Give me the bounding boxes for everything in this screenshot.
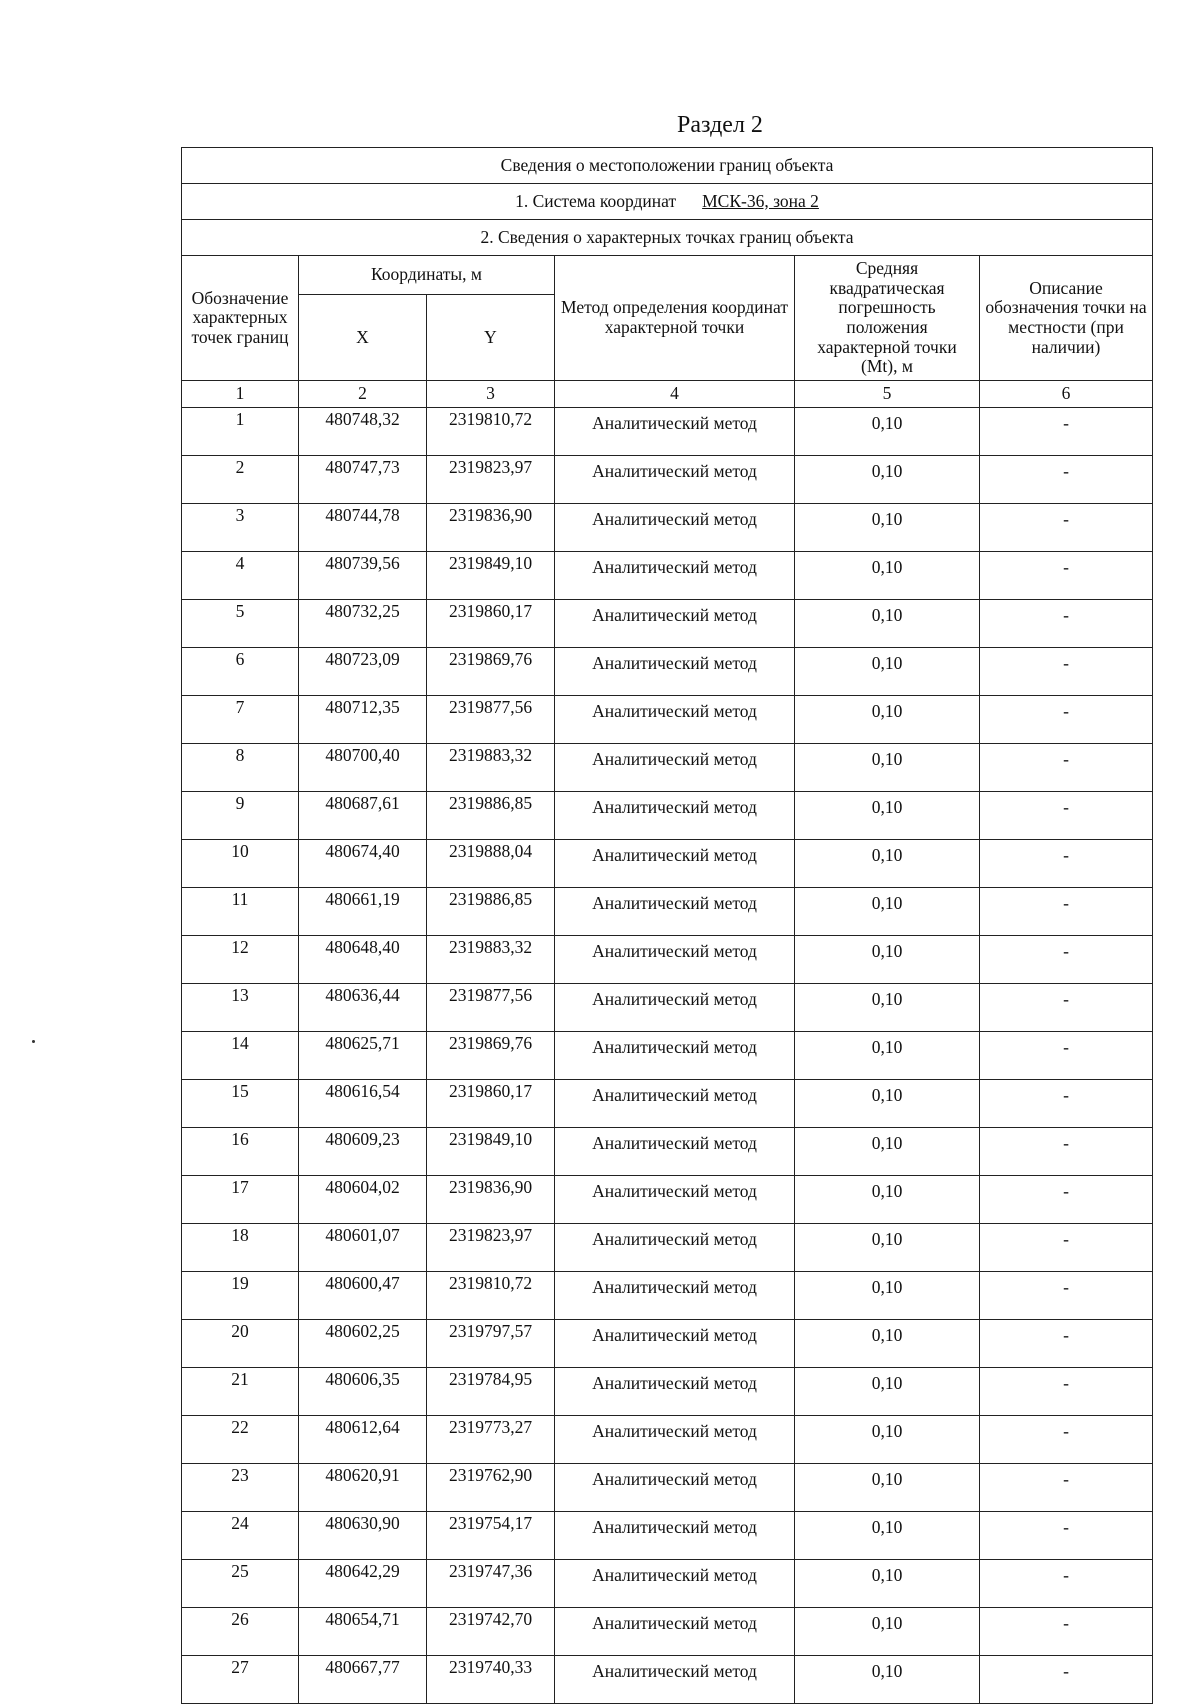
x-coordinate-cell: 480601,07 bbox=[299, 1224, 427, 1272]
table-row bbox=[182, 840, 1153, 888]
y-coordinate-cell: 2319754,17 bbox=[427, 1512, 555, 1560]
y-coordinate-cell: 2319883,32 bbox=[427, 744, 555, 792]
table-row bbox=[182, 1416, 1153, 1464]
y-coordinate-cell: 2319740,33 bbox=[427, 1656, 555, 1704]
description-cell: - bbox=[980, 1368, 1153, 1416]
x-coordinate-cell: 480732,25 bbox=[299, 600, 427, 648]
column-number: 6 bbox=[980, 381, 1153, 408]
y-coordinate-cell: 2319810,72 bbox=[427, 408, 555, 456]
x-coordinate-cell: 480661,19 bbox=[299, 888, 427, 936]
boundary-points-table bbox=[181, 147, 1153, 1704]
error-cell: 0,10 bbox=[795, 1080, 980, 1128]
error-cell: 0,10 bbox=[795, 1224, 980, 1272]
point-number-cell: 15 bbox=[182, 1080, 299, 1128]
x-coordinate-cell: 480602,25 bbox=[299, 1320, 427, 1368]
method-cell: Аналитический метод bbox=[555, 552, 795, 600]
error-cell: 0,10 bbox=[795, 456, 980, 504]
error-cell: 0,10 bbox=[795, 1560, 980, 1608]
method-cell: Аналитический метод bbox=[555, 408, 795, 456]
coord-system-value: МСК-36, зона 2 bbox=[702, 190, 819, 211]
point-number-cell: 6 bbox=[182, 648, 299, 696]
description-cell: - bbox=[980, 936, 1153, 984]
method-cell: Аналитический метод bbox=[555, 1176, 795, 1224]
table-row bbox=[182, 744, 1153, 792]
x-coordinate-cell: 480748,32 bbox=[299, 408, 427, 456]
error-cell: 0,10 bbox=[795, 552, 980, 600]
x-coordinate-cell: 480648,40 bbox=[299, 936, 427, 984]
col-header-description: Описание обозначения точки на местности (при наличии) bbox=[980, 256, 1153, 381]
method-cell: Аналитический метод bbox=[555, 1416, 795, 1464]
table-row bbox=[182, 1128, 1153, 1176]
method-cell: Аналитический метод bbox=[555, 984, 795, 1032]
x-coordinate-cell: 480700,40 bbox=[299, 744, 427, 792]
method-cell: Аналитический метод bbox=[555, 1512, 795, 1560]
y-coordinate-cell: 2319886,85 bbox=[427, 792, 555, 840]
table-row bbox=[182, 456, 1153, 504]
error-cell: 0,10 bbox=[795, 1128, 980, 1176]
point-number-cell: 16 bbox=[182, 1128, 299, 1176]
method-cell: Аналитический метод bbox=[555, 696, 795, 744]
table-row bbox=[182, 600, 1153, 648]
description-cell: - bbox=[980, 1032, 1153, 1080]
col-header-coordinates: Координаты, м bbox=[299, 256, 555, 295]
description-cell: - bbox=[980, 504, 1153, 552]
method-cell: Аналитический метод bbox=[555, 1560, 795, 1608]
section-title: Раздел 2 bbox=[677, 112, 763, 138]
table-row bbox=[182, 984, 1153, 1032]
description-cell: - bbox=[980, 648, 1153, 696]
error-cell: 0,10 bbox=[795, 408, 980, 456]
description-cell: - bbox=[980, 1656, 1153, 1704]
description-cell: - bbox=[980, 888, 1153, 936]
point-number-cell: 12 bbox=[182, 936, 299, 984]
description-cell: - bbox=[980, 1272, 1153, 1320]
error-cell: 0,10 bbox=[795, 840, 980, 888]
description-cell: - bbox=[980, 1080, 1153, 1128]
y-coordinate-cell: 2319836,90 bbox=[427, 504, 555, 552]
y-coordinate-cell: 2319883,32 bbox=[427, 936, 555, 984]
x-coordinate-cell: 480625,71 bbox=[299, 1032, 427, 1080]
x-coordinate-cell: 480739,56 bbox=[299, 552, 427, 600]
method-cell: Аналитический метод bbox=[555, 1320, 795, 1368]
x-coordinate-cell: 480674,40 bbox=[299, 840, 427, 888]
point-number-cell: 17 bbox=[182, 1176, 299, 1224]
y-coordinate-cell: 2319747,36 bbox=[427, 1560, 555, 1608]
description-cell: - bbox=[980, 984, 1153, 1032]
x-coordinate-cell: 480630,90 bbox=[299, 1512, 427, 1560]
col-header-x: X bbox=[299, 295, 427, 381]
description-cell: - bbox=[980, 840, 1153, 888]
point-number-cell: 25 bbox=[182, 1560, 299, 1608]
table-row bbox=[182, 1512, 1153, 1560]
point-number-cell: 18 bbox=[182, 1224, 299, 1272]
error-cell: 0,10 bbox=[795, 984, 980, 1032]
column-number: 4 bbox=[555, 381, 795, 408]
method-cell: Аналитический метод bbox=[555, 1032, 795, 1080]
x-coordinate-cell: 480744,78 bbox=[299, 504, 427, 552]
table-row bbox=[182, 408, 1153, 456]
error-cell: 0,10 bbox=[795, 1464, 980, 1512]
description-cell: - bbox=[980, 456, 1153, 504]
error-cell: 0,10 bbox=[795, 1272, 980, 1320]
error-cell: 0,10 bbox=[795, 1176, 980, 1224]
table-row bbox=[182, 1320, 1153, 1368]
y-coordinate-cell: 2319849,10 bbox=[427, 1128, 555, 1176]
point-number-cell: 26 bbox=[182, 1608, 299, 1656]
point-number-cell: 14 bbox=[182, 1032, 299, 1080]
method-cell: Аналитический метод bbox=[555, 792, 795, 840]
method-cell: Аналитический метод bbox=[555, 840, 795, 888]
col-header-method: Метод определения координат характерной точки bbox=[555, 256, 795, 381]
description-cell: - bbox=[980, 792, 1153, 840]
y-coordinate-cell: 2319773,27 bbox=[427, 1416, 555, 1464]
x-coordinate-cell: 480616,54 bbox=[299, 1080, 427, 1128]
point-number-cell: 13 bbox=[182, 984, 299, 1032]
method-cell: Аналитический метод bbox=[555, 888, 795, 936]
x-coordinate-cell: 480667,77 bbox=[299, 1656, 427, 1704]
table-row bbox=[182, 1560, 1153, 1608]
coord-system-row bbox=[182, 184, 1153, 220]
error-cell: 0,10 bbox=[795, 1032, 980, 1080]
table-body bbox=[182, 408, 1153, 1704]
header-section-title: Сведения о местоположении границ объекта bbox=[182, 148, 1153, 184]
table-row bbox=[182, 552, 1153, 600]
error-cell: 0,10 bbox=[795, 936, 980, 984]
scan-speck bbox=[32, 1040, 35, 1043]
method-cell: Аналитический метод bbox=[555, 1080, 795, 1128]
table-row bbox=[182, 1368, 1153, 1416]
y-coordinate-cell: 2319877,56 bbox=[427, 984, 555, 1032]
method-cell: Аналитический метод bbox=[555, 1128, 795, 1176]
point-number-cell: 10 bbox=[182, 840, 299, 888]
error-cell: 0,10 bbox=[795, 504, 980, 552]
description-cell: - bbox=[980, 1320, 1153, 1368]
col-header-designation: Обозначение характерных точек границ bbox=[182, 256, 299, 381]
x-coordinate-cell: 480642,29 bbox=[299, 1560, 427, 1608]
method-cell: Аналитический метод bbox=[555, 600, 795, 648]
point-number-cell: 20 bbox=[182, 1320, 299, 1368]
description-cell: - bbox=[980, 696, 1153, 744]
y-coordinate-cell: 2319888,04 bbox=[427, 840, 555, 888]
x-coordinate-cell: 480606,35 bbox=[299, 1368, 427, 1416]
error-cell: 0,10 bbox=[795, 1368, 980, 1416]
x-coordinate-cell: 480636,44 bbox=[299, 984, 427, 1032]
method-cell: Аналитический метод bbox=[555, 1272, 795, 1320]
table-row bbox=[182, 696, 1153, 744]
y-coordinate-cell: 2319860,17 bbox=[427, 1080, 555, 1128]
x-coordinate-cell: 480712,35 bbox=[299, 696, 427, 744]
method-cell: Аналитический метод bbox=[555, 504, 795, 552]
x-coordinate-cell: 480747,73 bbox=[299, 456, 427, 504]
point-number-cell: 21 bbox=[182, 1368, 299, 1416]
method-cell: Аналитический метод bbox=[555, 1368, 795, 1416]
table-row bbox=[182, 1656, 1153, 1704]
description-cell: - bbox=[980, 1176, 1153, 1224]
description-cell: - bbox=[980, 1560, 1153, 1608]
table-row bbox=[182, 888, 1153, 936]
error-cell: 0,10 bbox=[795, 1416, 980, 1464]
x-coordinate-cell: 480687,61 bbox=[299, 792, 427, 840]
column-number: 5 bbox=[795, 381, 980, 408]
point-number-cell: 24 bbox=[182, 1512, 299, 1560]
x-coordinate-cell: 480612,64 bbox=[299, 1416, 427, 1464]
y-coordinate-cell: 2319823,97 bbox=[427, 1224, 555, 1272]
y-coordinate-cell: 2319742,70 bbox=[427, 1608, 555, 1656]
y-coordinate-cell: 2319762,90 bbox=[427, 1464, 555, 1512]
table-row bbox=[182, 1608, 1153, 1656]
table-row bbox=[182, 936, 1153, 984]
table-row bbox=[182, 1032, 1153, 1080]
x-coordinate-cell: 480654,71 bbox=[299, 1608, 427, 1656]
column-number: 2 bbox=[299, 381, 427, 408]
method-cell: Аналитический метод bbox=[555, 456, 795, 504]
description-cell: - bbox=[980, 1608, 1153, 1656]
point-number-cell: 23 bbox=[182, 1464, 299, 1512]
col-header-y: Y bbox=[427, 295, 555, 381]
point-number-cell: 2 bbox=[182, 456, 299, 504]
y-coordinate-cell: 2319869,76 bbox=[427, 1032, 555, 1080]
description-cell: - bbox=[980, 408, 1153, 456]
error-cell: 0,10 bbox=[795, 744, 980, 792]
y-coordinate-cell: 2319784,95 bbox=[427, 1368, 555, 1416]
point-number-cell: 8 bbox=[182, 744, 299, 792]
column-numbers-row bbox=[182, 381, 1153, 408]
y-coordinate-cell: 2319869,76 bbox=[427, 648, 555, 696]
coord-system-label: 1. Система координат bbox=[515, 190, 677, 211]
method-cell: Аналитический метод bbox=[555, 936, 795, 984]
point-number-cell: 7 bbox=[182, 696, 299, 744]
x-coordinate-cell: 480609,23 bbox=[299, 1128, 427, 1176]
table-row bbox=[182, 1224, 1153, 1272]
description-cell: - bbox=[980, 1464, 1153, 1512]
method-cell: Аналитический метод bbox=[555, 1656, 795, 1704]
column-number: 1 bbox=[182, 381, 299, 408]
description-cell: - bbox=[980, 1416, 1153, 1464]
description-cell: - bbox=[980, 744, 1153, 792]
method-cell: Аналитический метод bbox=[555, 1224, 795, 1272]
method-cell: Аналитический метод bbox=[555, 1608, 795, 1656]
table-row bbox=[182, 792, 1153, 840]
table-row bbox=[182, 504, 1153, 552]
x-coordinate-cell: 480620,91 bbox=[299, 1464, 427, 1512]
x-coordinate-cell: 480723,09 bbox=[299, 648, 427, 696]
point-number-cell: 11 bbox=[182, 888, 299, 936]
table-row bbox=[182, 648, 1153, 696]
description-cell: - bbox=[980, 1128, 1153, 1176]
description-cell: - bbox=[980, 600, 1153, 648]
error-cell: 0,10 bbox=[795, 1656, 980, 1704]
y-coordinate-cell: 2319860,17 bbox=[427, 600, 555, 648]
error-cell: 0,10 bbox=[795, 600, 980, 648]
error-cell: 0,10 bbox=[795, 888, 980, 936]
error-cell: 0,10 bbox=[795, 648, 980, 696]
description-cell: - bbox=[980, 1224, 1153, 1272]
method-cell: Аналитический метод bbox=[555, 744, 795, 792]
error-cell: 0,10 bbox=[795, 1608, 980, 1656]
table-row bbox=[182, 1176, 1153, 1224]
error-cell: 0,10 bbox=[795, 1512, 980, 1560]
table-row bbox=[182, 1272, 1153, 1320]
col-header-error: Средняя квадратическая погрешность положения характерной точки (Mt), м bbox=[795, 256, 980, 381]
point-number-cell: 5 bbox=[182, 600, 299, 648]
y-coordinate-cell: 2319877,56 bbox=[427, 696, 555, 744]
point-number-cell: 27 bbox=[182, 1656, 299, 1704]
point-number-cell: 3 bbox=[182, 504, 299, 552]
error-cell: 0,10 bbox=[795, 1320, 980, 1368]
y-coordinate-cell: 2319836,90 bbox=[427, 1176, 555, 1224]
column-number: 3 bbox=[427, 381, 555, 408]
method-cell: Аналитический метод bbox=[555, 648, 795, 696]
y-coordinate-cell: 2319849,10 bbox=[427, 552, 555, 600]
point-number-cell: 9 bbox=[182, 792, 299, 840]
point-number-cell: 4 bbox=[182, 552, 299, 600]
point-number-cell: 22 bbox=[182, 1416, 299, 1464]
point-number-cell: 1 bbox=[182, 408, 299, 456]
table-row bbox=[182, 1464, 1153, 1512]
points-section-title: 2. Сведения о характерных точках границ объекта bbox=[182, 220, 1153, 256]
error-cell: 0,10 bbox=[795, 792, 980, 840]
table-row bbox=[182, 1080, 1153, 1128]
x-coordinate-cell: 480604,02 bbox=[299, 1176, 427, 1224]
y-coordinate-cell: 2319797,57 bbox=[427, 1320, 555, 1368]
method-cell: Аналитический метод bbox=[555, 1464, 795, 1512]
error-cell: 0,10 bbox=[795, 696, 980, 744]
y-coordinate-cell: 2319823,97 bbox=[427, 456, 555, 504]
y-coordinate-cell: 2319810,72 bbox=[427, 1272, 555, 1320]
description-cell: - bbox=[980, 1512, 1153, 1560]
description-cell: - bbox=[980, 552, 1153, 600]
y-coordinate-cell: 2319886,85 bbox=[427, 888, 555, 936]
x-coordinate-cell: 480600,47 bbox=[299, 1272, 427, 1320]
point-number-cell: 19 bbox=[182, 1272, 299, 1320]
